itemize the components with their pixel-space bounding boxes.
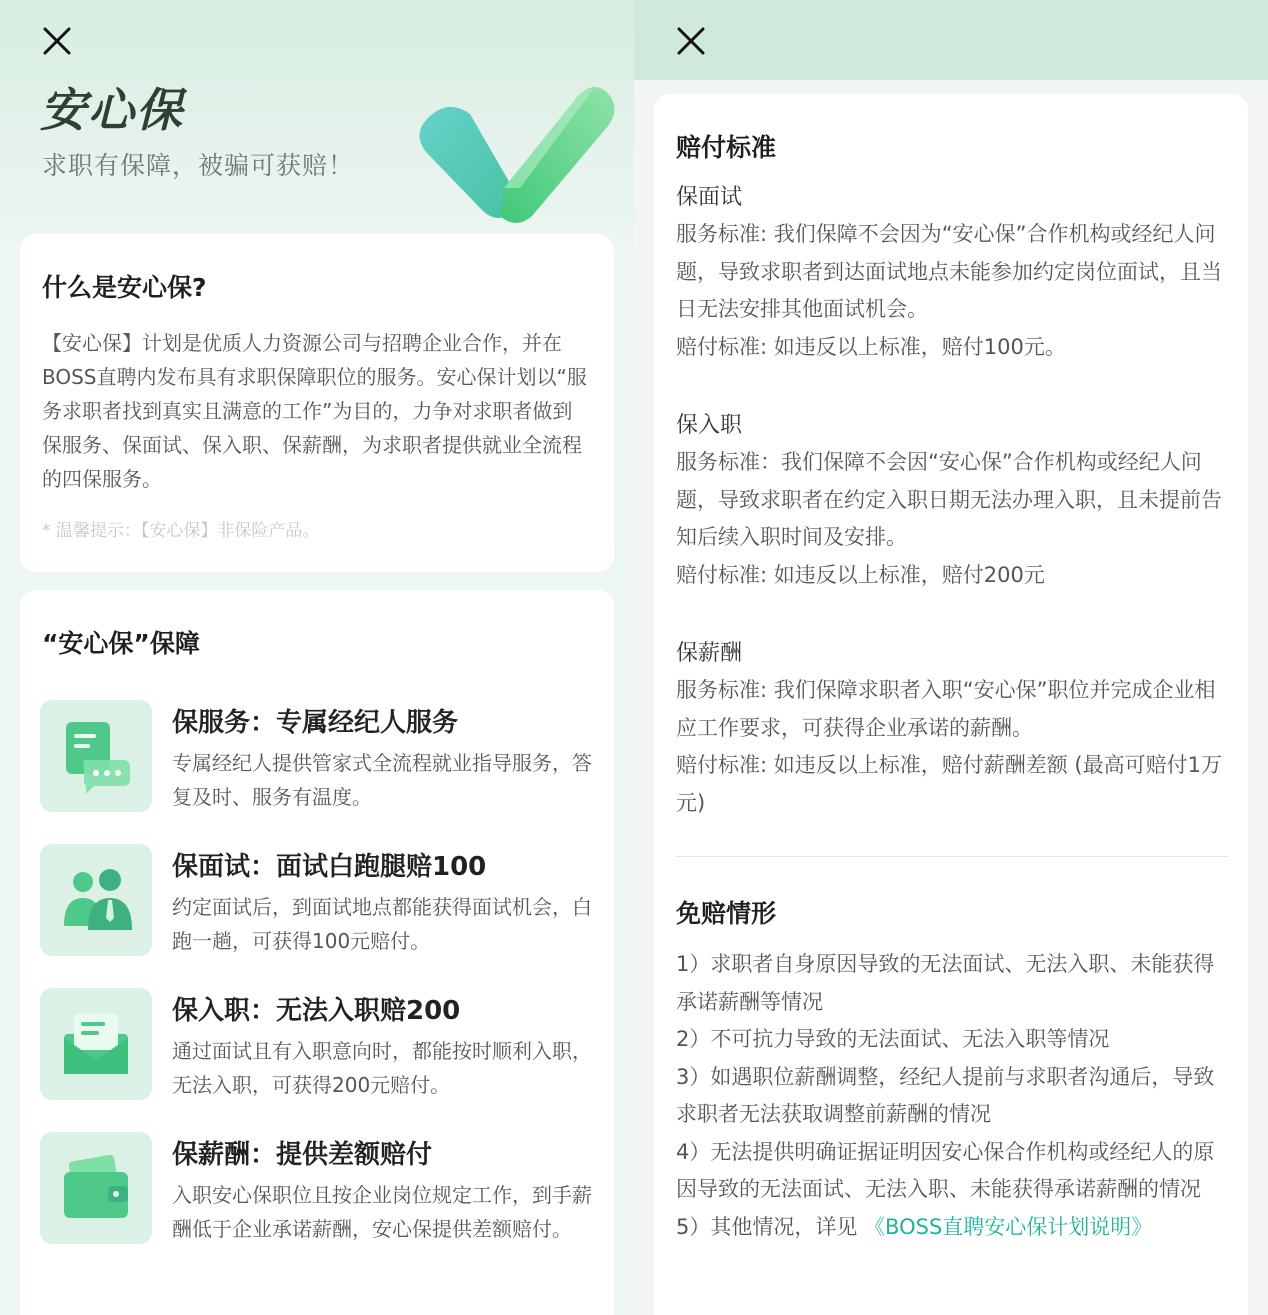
right-panel bbox=[634, 0, 1268, 1315]
divider bbox=[676, 856, 1228, 857]
what-is-card bbox=[20, 234, 614, 572]
section-interview bbox=[676, 180, 1230, 366]
close-icon[interactable] bbox=[40, 24, 74, 58]
section-onboarding bbox=[676, 408, 1230, 594]
guarantee-item-desc: 专属经纪人提供管家式全流程就业指导服务，答复及时、服务有温度。 bbox=[172, 751, 592, 809]
exempt-item: 4）无法提供明确证据证明因安心保合作机构或经纪人的原因导致的无法面试、无法入职、未能获得承诺薪酬的情况 bbox=[676, 1139, 1215, 1201]
guarantee-card bbox=[20, 590, 614, 1315]
service-standard: 服务标准：我们保障不会因“安心保”合作机构或经纪人问题，导致求职者在约定入职日期无法办理入职，且未提前告知后续入职时间及安排。 bbox=[676, 450, 1222, 549]
section-title: 保薪酬 bbox=[676, 641, 743, 666]
guarantee-item-title: 保面试：面试白跑腿赔100 bbox=[172, 852, 487, 882]
payout-standard: 赔付标准: 如违反以上标准，赔付200元 bbox=[676, 562, 1045, 587]
guarantee-item-title: 保薪酬：提供差额赔付 bbox=[172, 1140, 433, 1170]
service-standard: 服务标准: 我们保障求职者入职“安心保”职位并完成企业相应工作要求，可获得企业承诺的薪酬。 bbox=[676, 678, 1216, 740]
section-title: 保入职 bbox=[676, 413, 743, 438]
exempt-item-last bbox=[676, 1209, 1230, 1247]
guarantee-heading: “安心保”保障 bbox=[42, 629, 200, 658]
hero-title: 安心保 bbox=[40, 83, 184, 137]
close-icon[interactable] bbox=[674, 24, 708, 58]
service-standard: 服务标准: 我们保障不会因为“安心保”合作机构或经纪人问题，导致求职者到达面试地点未能参加约定岗位面试，且当日无法安排其他面试机会。 bbox=[676, 222, 1222, 321]
exempt-item: 2）不可抗力导致的无法面试、无法入职等情况 bbox=[676, 1027, 1110, 1051]
exempt-item-prefix: 5）其他情况，详见 bbox=[676, 1214, 858, 1239]
guarantee-item-title: 保服务：专属经纪人服务 bbox=[172, 708, 459, 738]
plan-description-link[interactable]: 《BOSS直聘安心保计划说明》 bbox=[864, 1214, 1153, 1239]
payout-standard: 赔付标准: 如违反以上标准，赔付100元。 bbox=[676, 334, 1066, 359]
payout-heading: 赔付标准 bbox=[676, 133, 777, 162]
payout-standard: 赔付标准: 如违反以上标准，赔付薪酬差额 (最高可赔付1万元) bbox=[676, 753, 1222, 815]
guarantee-item-title: 保入职：无法入职赔200 bbox=[172, 996, 461, 1026]
payout-standard-card bbox=[654, 94, 1248, 1315]
guarantee-item-desc: 入职安心保职位且按企业岗位规定工作，到手薪酬低于企业承诺薪酬，安心保提供差额赔付。 bbox=[172, 1183, 592, 1241]
what-is-heading: 什么是安心保? bbox=[42, 273, 207, 302]
what-is-body: 【安心保】计划是优质人力资源公司与招聘企业合作，并在BOSS直聘内发布具有求职保障职位的服务。安心保计划以“服务求职者找到真实且满意的工作”为目的，力争对求职者做到保服务、保面试、保入职、保薪酬，为求职者提供就业全流程的四保服务。 bbox=[42, 331, 587, 491]
envelope-icon bbox=[40, 988, 152, 1100]
right-header-bar bbox=[634, 0, 1268, 80]
exempt-heading: 免赔情形 bbox=[676, 899, 777, 928]
chat-bubble-icon bbox=[40, 700, 152, 812]
hero-subtitle: 求职有保障，被骗可获赔！ bbox=[42, 151, 355, 180]
guarantee-item-desc: 约定面试后，到面试地点都能获得面试机会，白跑一趟，可获得100元赔付。 bbox=[172, 895, 592, 953]
exempt-item: 1）求职者自身原因导致的无法面试、无法入职、未能获得承诺薪酬等情况 bbox=[676, 952, 1215, 1014]
section-title: 保面试 bbox=[676, 185, 743, 210]
exempt-item: 3）如遇职位薪酬调整，经纪人提前与求职者沟通后，导致求职者无法获取调整前薪酬的情况 bbox=[676, 1064, 1215, 1126]
guarantee-item-desc: 通过面试且有入职意向时，都能按时顺利入职，无法入职，可获得200元赔付。 bbox=[172, 1039, 592, 1097]
people-icon bbox=[40, 844, 152, 956]
wallet-icon bbox=[40, 1132, 152, 1244]
exempt-list bbox=[676, 946, 1230, 1246]
section-salary bbox=[676, 636, 1230, 822]
checkmark-icon bbox=[408, 70, 618, 230]
warm-tip: * 温馨提示：【安心保】非保险产品。 bbox=[42, 521, 320, 541]
